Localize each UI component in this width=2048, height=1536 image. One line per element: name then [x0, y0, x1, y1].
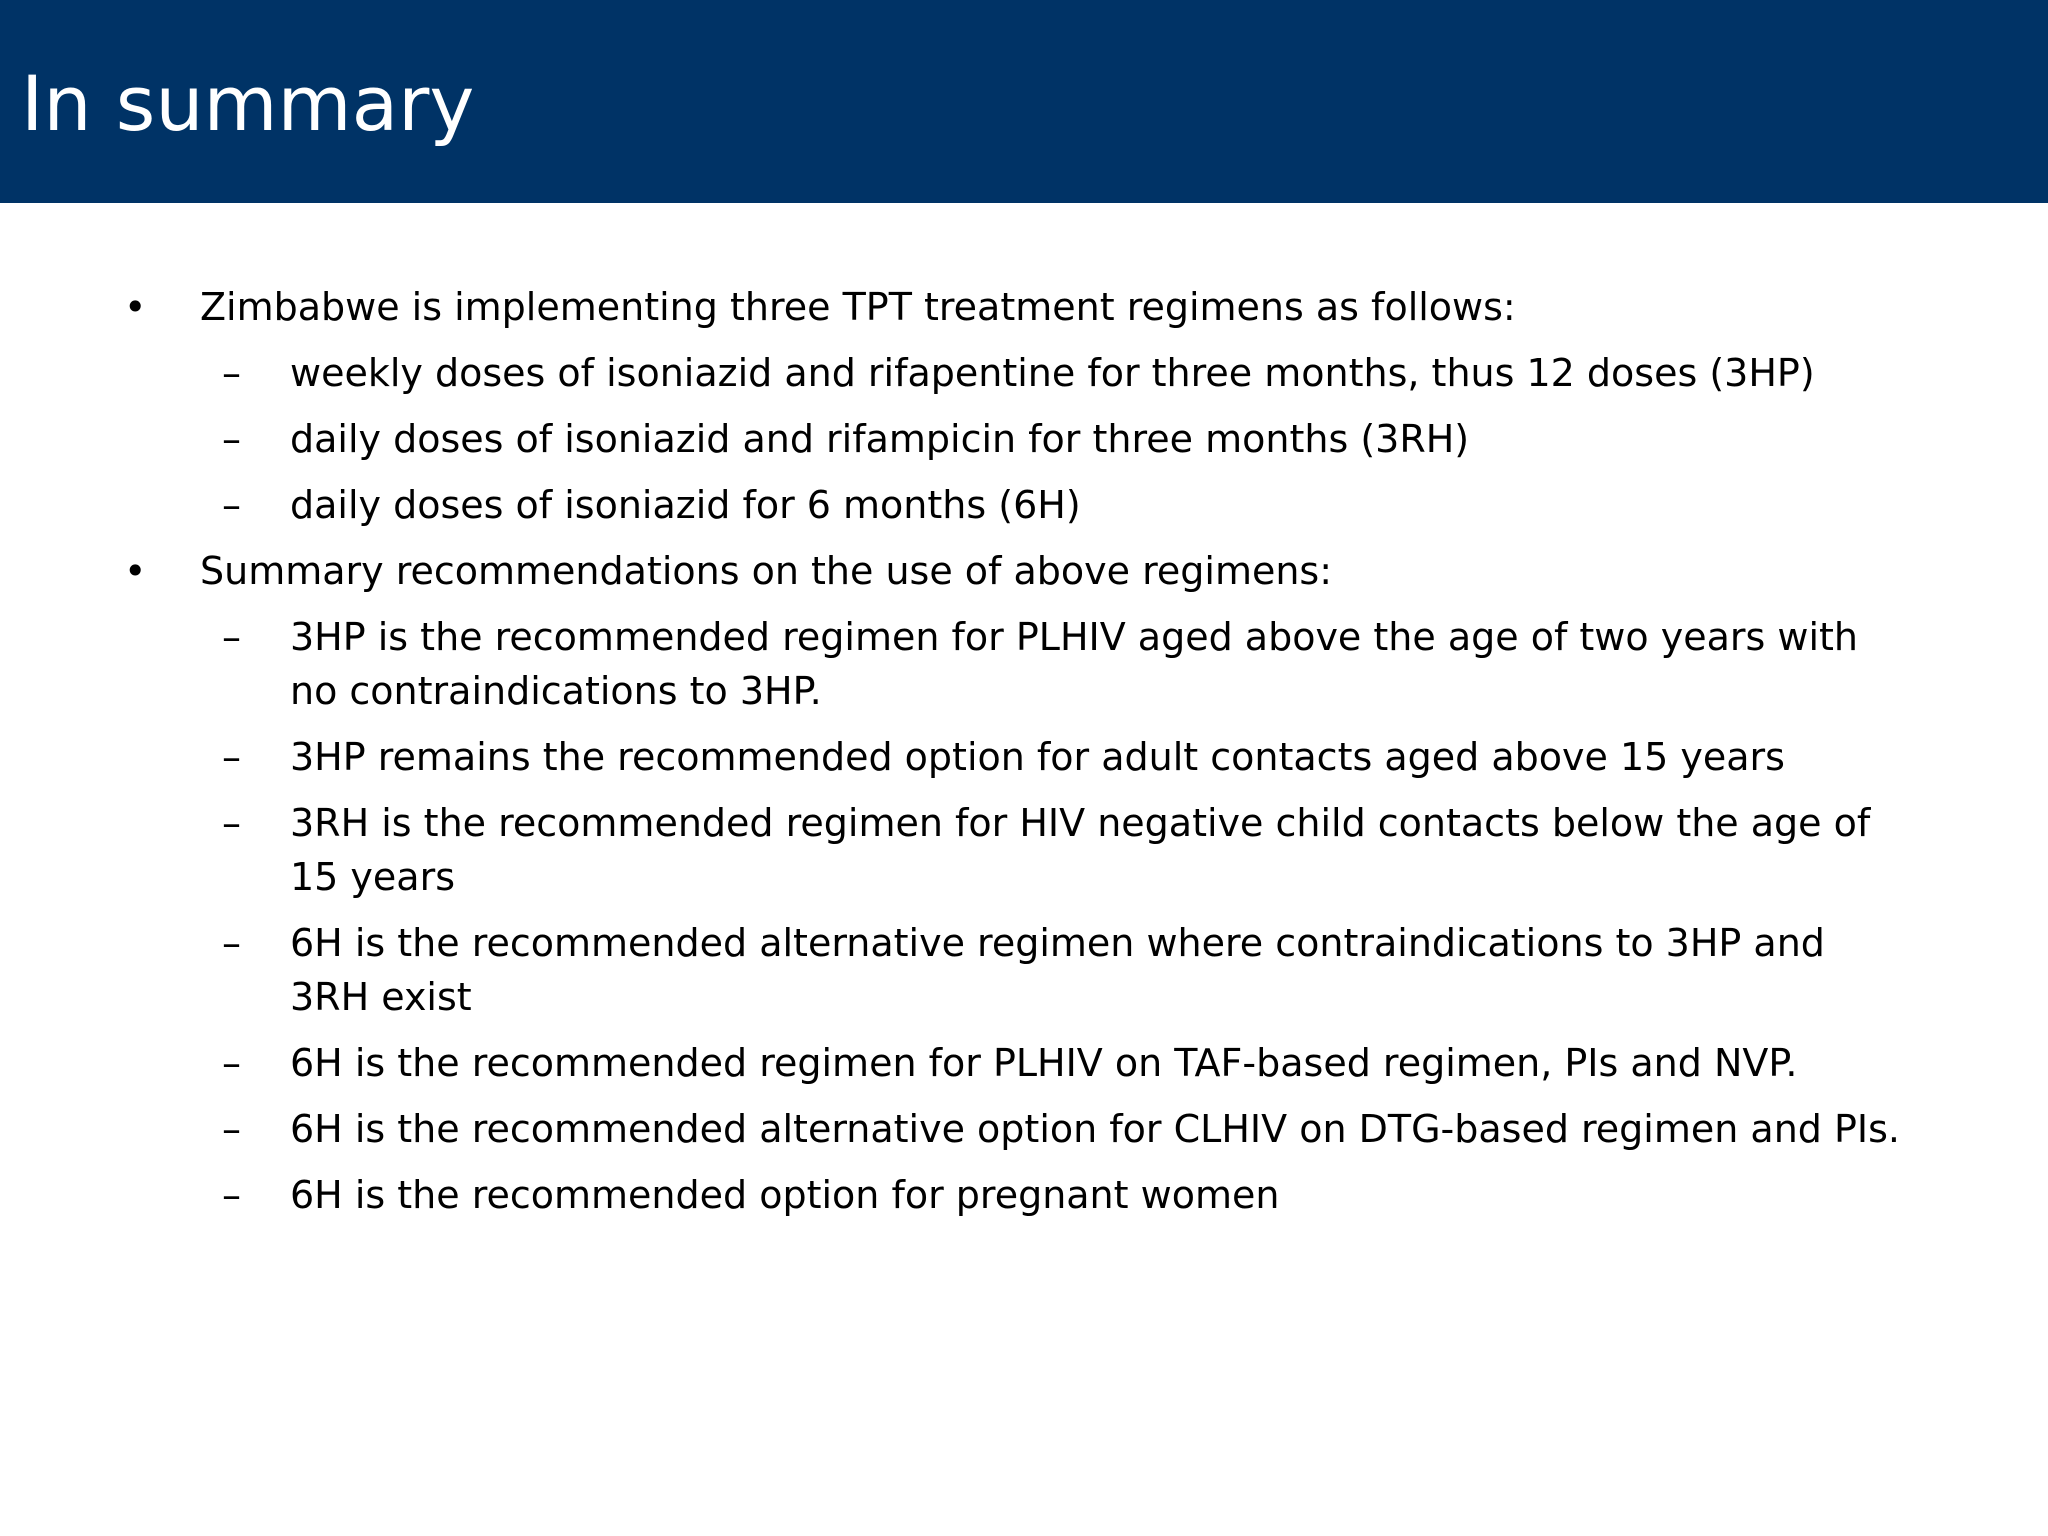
sub-bullet-text: 3HP remains the recommended option for adult contacts aged above 15 years: [290, 735, 1785, 779]
bullet-text: Zimbabwe is implementing three TPT treatment regimens as follows:: [200, 285, 1516, 329]
sub-bullet-text: daily doses of isoniazid for 6 months (6H): [290, 483, 1081, 527]
dash-marker: –: [222, 351, 241, 395]
sub-bullet-item: [0, 916, 2048, 1024]
bullet-marker: •: [124, 285, 147, 329]
sub-bullet-item: [0, 478, 2048, 532]
slide-content: [0, 280, 2048, 1234]
sub-bullet-item: [0, 412, 2048, 466]
dash-marker: –: [222, 615, 241, 659]
dash-marker: –: [222, 801, 241, 845]
sub-bullet-item: [0, 730, 2048, 784]
sub-bullet-text: 3HP is the recommended regimen for PLHIV aged above the age of two years with no contraindications to 3HP.: [290, 615, 1858, 713]
dash-marker: –: [222, 1041, 241, 1085]
title-bar: [0, 0, 2048, 203]
sub-bullet-text: 6H is the recommended alternative option for CLHIV on DTG-based regimen and PIs.: [290, 1107, 1900, 1151]
sub-bullet-item: [0, 1036, 2048, 1090]
sub-bullet-text: daily doses of isoniazid and rifampicin for three months (3RH): [290, 417, 1470, 461]
sub-bullet-text: 6H is the recommended regimen for PLHIV on TAF-based regimen, PIs and NVP.: [290, 1041, 1798, 1085]
dash-marker: –: [222, 921, 241, 965]
sub-bullet-item: [0, 796, 2048, 904]
bullet-item: [0, 544, 2048, 598]
dash-marker: –: [222, 417, 241, 461]
bullet-item: [0, 280, 2048, 334]
sub-bullet-item: [0, 610, 2048, 718]
sub-bullet-item: [0, 346, 2048, 400]
sub-bullet-text: 6H is the recommended alternative regimen where contraindications to 3HP and 3RH exist: [290, 921, 1825, 1019]
slide-title: In summary: [21, 59, 475, 148]
bullet-text: Summary recommendations on the use of above regimens:: [200, 549, 1333, 593]
sub-bullet-item: [0, 1168, 2048, 1222]
dash-marker: –: [222, 1173, 241, 1217]
dash-marker: –: [222, 483, 241, 527]
dash-marker: –: [222, 1107, 241, 1151]
sub-bullet-text: 6H is the recommended option for pregnant women: [290, 1173, 1280, 1217]
sub-bullet-text: 3RH is the recommended regimen for HIV negative child contacts below the age of 15 years: [290, 801, 1871, 899]
bullet-marker: •: [124, 549, 147, 593]
dash-marker: –: [222, 735, 241, 779]
sub-bullet-text: weekly doses of isoniazid and rifapentine for three months, thus 12 doses (3HP): [290, 351, 1815, 395]
sub-bullet-item: [0, 1102, 2048, 1156]
